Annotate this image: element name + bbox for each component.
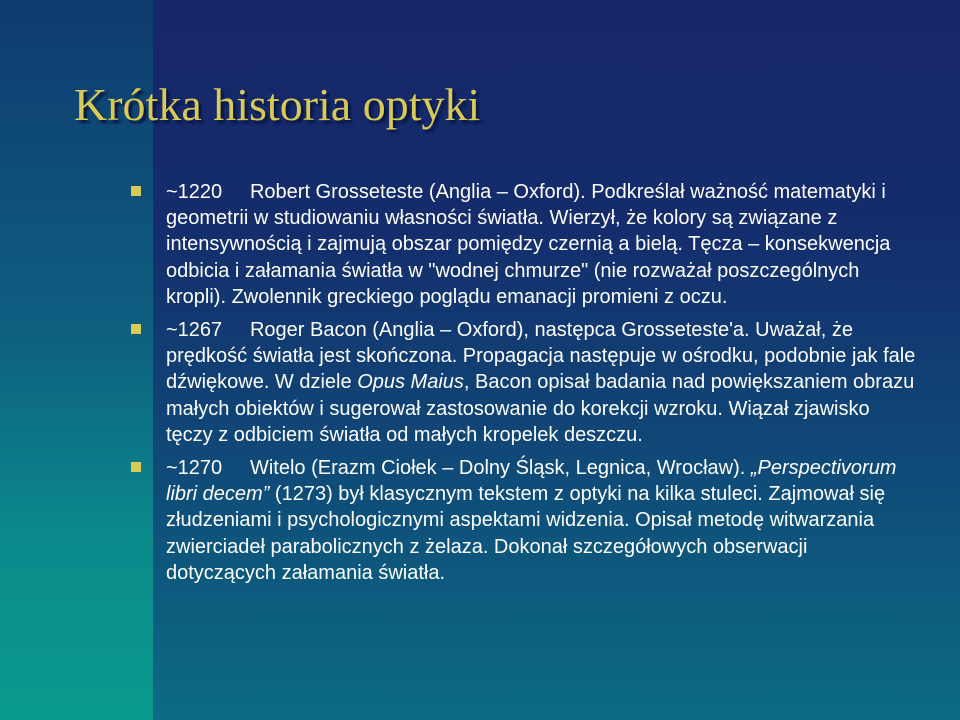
year-label: ~1270 xyxy=(166,457,223,480)
year-label: ~1267 xyxy=(166,319,223,342)
bullet-text: Roger Bacon (Anglia – Oxford), następca Grosseteste'a. Uważał, że prędkość światła jest skończona. Propagacja następuje w ośrodku, podobnie jak fale dźwiękowe. W dziele xyxy=(166,319,916,394)
bullet-text: Witelo (Erazm Ciołek – Dolny Śląsk, Legnica, Wrocław). xyxy=(249,457,751,480)
bullet-list xyxy=(131,179,921,593)
slide-title: Krótka historia optyki xyxy=(74,79,481,130)
bullet-item-1267 xyxy=(131,317,921,448)
bullet-text-tail: , Bacon opisał badania nad powiększaniem obrazu małych obiektów i sugerował zastosowanie do korekcji wzroku. Wiązał zjawisko tęczy z odbiciem światła od małych kropelek deszczu. xyxy=(166,371,915,446)
book-title: Opus Maius xyxy=(357,371,464,394)
square-bullet-icon xyxy=(131,324,141,334)
bullet-text-tail: (1273) był klasycznym tekstem z optyki na kilka stuleci. Zajmował się złudzeniami i psychologicznymi aspektami widzenia. Opisał metodę witwarzania zwierciadeł parabolicznych z żelaza. Dokonał szczegółowych obserwacji dotyczących załamania światła. xyxy=(166,483,886,584)
bullet-item-1270 xyxy=(131,455,921,586)
bullet-text: Robert Grosseteste (Anglia – Oxford). Podkreślał ważność matematyki i geometrii w studiowaniu własności światła. Wierzył, że kolory są związane z intensywnością i zajmują obszar pomiędzy czernią a bielą. Tęcza – konsekwencja odbicia i załamania światła w "wodnej chmurze" (nie rozważał poszczególnych kropli). Zwolennik greckiego poglądu emanacji promieni z oczu. xyxy=(166,181,891,308)
square-bullet-icon xyxy=(131,186,141,196)
book-title: „Perspectivorum libri decem” xyxy=(166,457,897,506)
year-label: ~1220 xyxy=(166,181,223,203)
bullet-item-1220 xyxy=(131,179,921,310)
square-bullet-icon xyxy=(131,462,141,472)
